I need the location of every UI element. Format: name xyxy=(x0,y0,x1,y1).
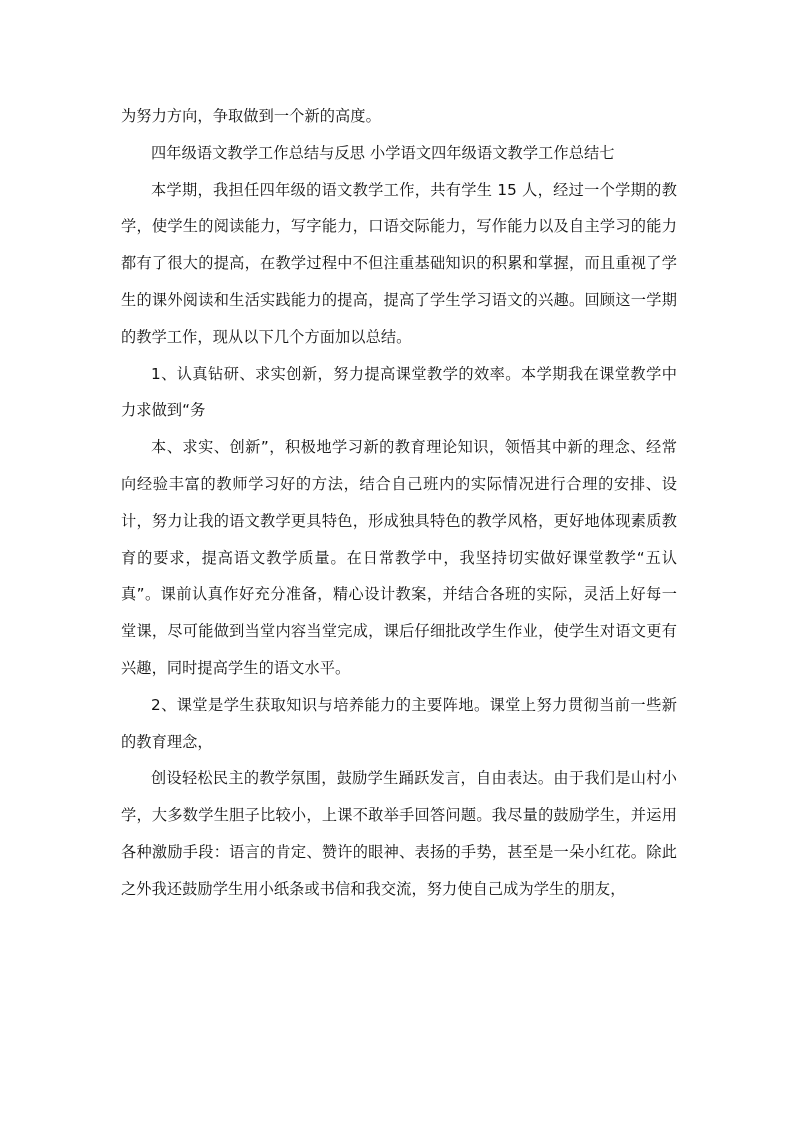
paragraph-intro: 本学期，我担任四年级的语文教学工作，共有学生 15 人，经过一个学期的教学，使学生的阅读能力，写字能力，口语交际能力，写作能力以及自主学习的能力都有了很大的提高，在教学过程中不但注重基础知识的积累和掌握，而且重视了学生的课外阅读和生活实践能力的提高，提高了学生学习语文的兴趣。回顾这一学期的教学工作，现从以下几个方面加以总结。 xyxy=(121,180,677,346)
paragraph-point-1-detail: 本、求实、创新”，积极地学习新的教育理论知识，领悟其中新的理念、经常向经验丰富的教师学习好的方法，结合自己班内的实际情况进行合理的安排、设计，努力让我的语文教学更具特色，形成独具特色的教学风格，更好地体现素质教育的要求，提高语文教学质量。在日常教学中，我坚持切实做好课堂教学“五认真”。课前认真作好充分准备，精心设计教案，并结合各班的实际，灵活上好每一堂课，尽可能做到当堂内容当堂完成，课后仔细批改学生作业，使学生对语文更有兴趣，同时提高学生的语文水平。 xyxy=(121,438,677,677)
paragraph-point-2: 2、课堂是学生获取知识与培养能力的主要阵地。课堂上努力贯彻当前一些新的教育理念， xyxy=(121,695,677,751)
paragraph-continuation: 为努力方向，争取做到一个新的高度。 xyxy=(121,107,381,125)
document-body xyxy=(121,98,677,908)
section-heading: 四年级语文教学工作总结与反思 小学语文四年级语文教学工作总结七 xyxy=(151,143,615,162)
paragraph-point-1: 1、认真钻研、求实创新，努力提高课堂教学的效率。本学期我在课堂教学中力求做到“务 xyxy=(121,364,677,420)
paragraph-point-2-detail: 创设轻松民主的教学氛围，鼓励学生踊跃发言，自由表达。由于我们是山村小学，大多数学生胆子比较小，上课不敢举手回答问题。我尽量的鼓励学生，并运用各种激励手段：语言的肯定、赞许的眼神、表扬的手势，甚至是一朵小红花。除此之外我还鼓励学生用小纸条或书信和我交流，努力使自己成为学生的朋友， xyxy=(121,769,677,898)
